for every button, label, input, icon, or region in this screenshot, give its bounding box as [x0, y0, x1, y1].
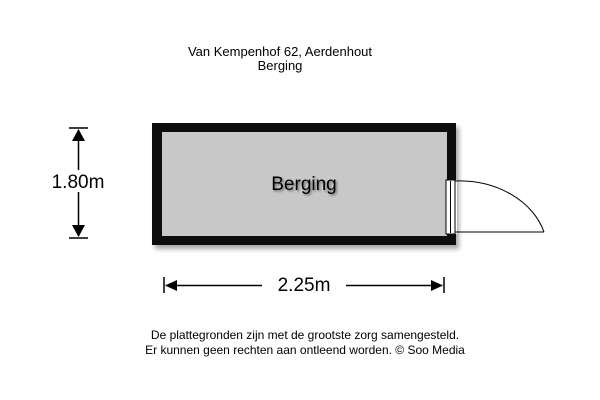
- door-swing-arc: [455, 181, 544, 232]
- width-dim-left-arrow: [165, 280, 177, 291]
- height-dim-top-arrow: [72, 129, 85, 141]
- room-heading: Berging: [257, 58, 303, 73]
- width-dim-label: 2.25m: [277, 275, 331, 296]
- width-dim-right-arrow: [431, 280, 443, 291]
- room-label: Berging: [271, 174, 337, 195]
- disclaimer-line-2: Er kunnen geen rechten aan ontleend worden. © Soo Media: [145, 343, 465, 357]
- height-dimension: [38, 128, 118, 238]
- width-dimension: [164, 274, 444, 296]
- height-dim-bottom-arrow: [72, 225, 85, 237]
- door-swing: [455, 181, 544, 232]
- height-dim-label: 1.80m: [51, 172, 105, 193]
- address-heading: Van Kempenhof 62, Aerdenhout: [187, 44, 373, 59]
- disclaimer-line-1: De plattegronden zijn met de grootste zorg samengesteld.: [150, 328, 460, 342]
